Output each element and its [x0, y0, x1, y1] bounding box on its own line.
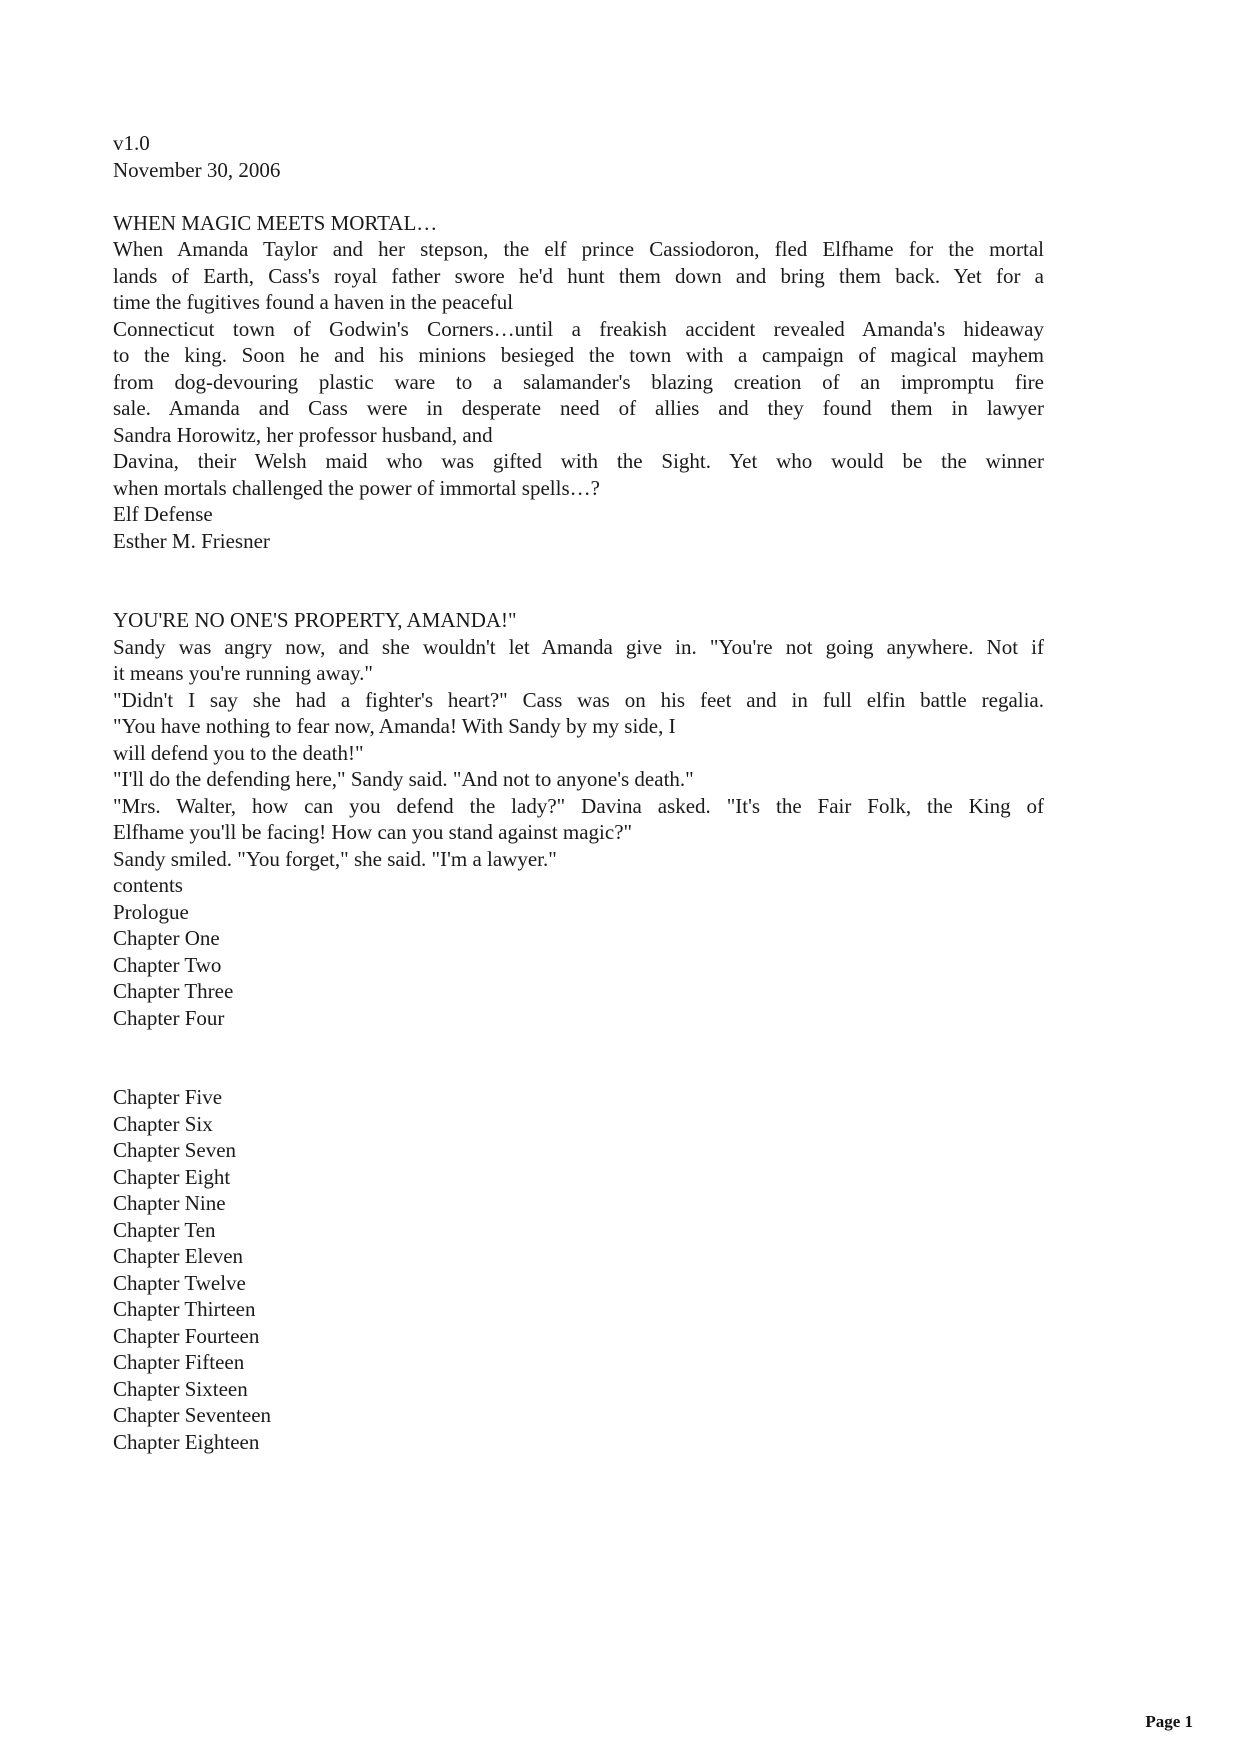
contents-item: Chapter Eight [113, 1164, 231, 1189]
synopsis-line: Sandra Horowitz, her professor husband, and [113, 422, 493, 447]
contents-item: Chapter Sixteen [113, 1376, 248, 1401]
contents-item: Chapter Three [113, 979, 234, 1003]
excerpt-line: will defend you to the death!" [113, 740, 364, 765]
synopsis-line: lands of Earth, Cass's royal father swore he'd hunt them down and bring them back. Yet for a [113, 263, 1044, 288]
excerpt-line: "Didn't I say she had a fighter's heart?" Cass was on his feet and in full elfin battle regalia. [113, 687, 1044, 712]
excerpt-line: "Mrs. Walter, how can you defend the lady?" Davina asked. "It's the Fair Folk, the King of [113, 793, 1044, 818]
synopsis-heading: WHEN MAGIC MEETS MORTAL… [113, 210, 438, 235]
excerpt-line: it means you're running away." [113, 661, 374, 685]
contents-item: Chapter Eighteen [113, 1429, 260, 1454]
synopsis-line: sale. Amanda and Cass were in desperate need of allies and they found them in lawyer [113, 396, 1044, 420]
page-number: Page 1 [1145, 1712, 1193, 1731]
synopsis-line: Davina, their Welsh maid who was gifted with the Sight. Yet who would be the winner [113, 449, 1044, 473]
synopsis-line: when mortals challenged the power of immortal spells…? [113, 475, 600, 500]
book-title: Elf Defense [113, 502, 213, 526]
contents-item: Chapter Two [113, 952, 222, 977]
contents-item: Chapter One [113, 926, 220, 950]
contents-item: Chapter Seventeen [113, 1403, 272, 1427]
synopsis-line: from dog-devouring plastic ware to a salamander's blazing creation of an impromptu fire [113, 369, 1044, 394]
contents-item: Chapter Nine [113, 1191, 226, 1215]
excerpt-heading: YOU'RE NO ONE'S PROPERTY, AMANDA!" [113, 608, 517, 632]
document-body [113, 130, 1044, 1455]
contents-item: Chapter Six [113, 1111, 213, 1136]
excerpt-line: "You have nothing to fear now, Amanda! With Sandy by my side, I [113, 714, 676, 738]
book-author: Esther M. Friesner [113, 528, 270, 553]
synopsis-line: Connecticut town of Godwin's Corners…until a freakish accident revealed Amanda's hideaway [113, 316, 1044, 341]
version-label: v1.0 [113, 131, 150, 155]
excerpt-line: Sandy was angry now, and she wouldn't let Amanda give in. "You're not going anywhere. Not if [113, 634, 1044, 659]
synopsis-line: to the king. Soon he and his minions besieged the town with a campaign of magical mayhem [113, 343, 1044, 367]
date-label: November 30, 2006 [113, 157, 281, 182]
contents-item: Chapter Seven [113, 1138, 237, 1162]
contents-heading: contents [113, 873, 183, 897]
contents-item: Chapter Eleven [113, 1244, 244, 1268]
contents-item: Chapter Fifteen [113, 1350, 245, 1374]
excerpt-line: "I'll do the defending here," Sandy said. "And not to anyone's death." [113, 767, 694, 791]
contents-item: Chapter Ten [113, 1217, 216, 1242]
contents-item: Chapter Four [113, 1005, 225, 1030]
contents-item: Chapter Thirteen [113, 1297, 256, 1321]
excerpt-line: Sandy smiled. "You forget," she said. "I'm a lawyer." [113, 846, 557, 871]
synopsis-line: When Amanda Taylor and her stepson, the elf prince Cassiodoron, fled Elfhame for the mortal [113, 237, 1044, 261]
contents-item: Chapter Five [113, 1085, 223, 1109]
contents-item: Chapter Fourteen [113, 1323, 260, 1348]
synopsis-line: time the fugitives found a haven in the peaceful [113, 290, 514, 314]
contents-item: Prologue [113, 899, 189, 924]
contents-item: Chapter Twelve [113, 1270, 246, 1295]
excerpt-line: Elfhame you'll be facing! How can you stand against magic?" [113, 820, 633, 844]
